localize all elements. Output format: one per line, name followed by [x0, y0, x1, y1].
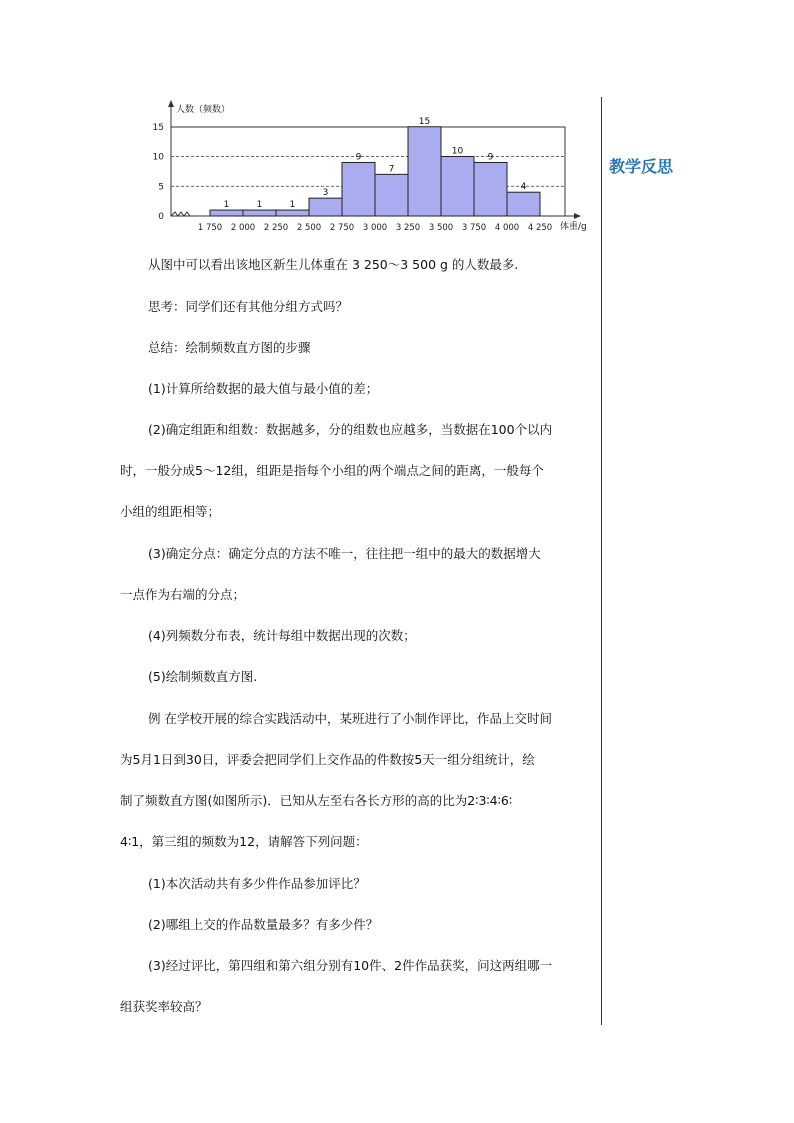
y-tick-label: 0 [158, 212, 164, 222]
paragraph: 组获奖率较高？ [120, 999, 208, 1014]
x-tick-label: 3 750 [461, 223, 487, 233]
histogram-bar [276, 210, 309, 216]
paragraph: 时，一般分成5～12组，组距是指每个小组的两个端点之间的距离，一般每个 [120, 463, 544, 478]
bar-value-label: 7 [388, 164, 395, 175]
histogram-bar [342, 162, 375, 216]
x-tick-label: 3 500 [428, 223, 454, 233]
paragraph: (3)经过评比，第四组和第六组分别有10件、2件作品获奖，问这两组哪一 [148, 958, 553, 973]
bar-value-label: 1 [223, 200, 230, 211]
paragraph: (1)本次活动共有多少件作品参加评比？ [148, 876, 366, 891]
histogram-bar [210, 210, 243, 216]
x-tick-label: 2 250 [263, 223, 289, 233]
paragraph: 小组的组距相等； [120, 504, 221, 519]
x-axis-label: 体重/g [560, 222, 587, 232]
paragraph: (3)确定分点：确定分点的方法不唯一，往往把一组中的最大的数据增大 [148, 546, 541, 561]
paragraph: 从图中可以看出该地区新生儿体重在 3 250～3 500 g 的人数最多. [148, 257, 519, 272]
paragraph: (4)列频数分布表，统计每组中数据出现的次数； [148, 628, 416, 643]
paragraph: 总结：绘制频数直方图的步骤 [148, 340, 311, 355]
paragraph: (5)绘制频数直方图. [148, 669, 258, 684]
y-axis-label: 人数（频数） [176, 105, 231, 115]
paragraph: (2)哪组上交的作品数量最多？有多少件？ [148, 917, 379, 932]
bar-value-label: 1 [256, 200, 263, 211]
histogram-bar [243, 210, 276, 216]
bar-value-label: 1 [289, 200, 296, 211]
x-tick-label: 3 250 [395, 223, 421, 233]
y-tick-labels [153, 123, 165, 222]
paragraph: 4∶1，第三组的频数为12，请解答下列问题： [120, 834, 368, 849]
paragraph: 制了频数直方图(如图所示)．已知从左至右各长方形的高的比为2∶3∶4∶6∶ [120, 793, 513, 808]
x-tick-label: 2 750 [329, 223, 355, 233]
bar-value-label: 15 [418, 116, 431, 127]
x-tick-label: 3 000 [362, 223, 388, 233]
bar-value-label: 9 [487, 152, 494, 163]
bar-value-label: 9 [355, 152, 362, 163]
histogram-bar [309, 198, 342, 216]
histogram-bar [507, 192, 540, 216]
histogram-bar [474, 162, 507, 216]
y-tick-label: 5 [158, 182, 164, 193]
teaching-reflection-title: 教学反思 [609, 157, 674, 176]
x-tick-label: 2 500 [296, 223, 322, 233]
paragraph: 一点作为右端的分点； [120, 587, 246, 602]
x-tick-label: 1 750 [197, 223, 223, 233]
x-tick-label: 4 250 [527, 223, 553, 233]
y-tick-label: 10 [152, 152, 164, 163]
paragraph: 例 在学校开展的综合实践活动中，某班进行了小制作评比，作品上交时间 [148, 711, 552, 726]
x-tick-label: 2 000 [230, 223, 256, 233]
y-tick-label: 15 [152, 122, 164, 133]
column-divider [601, 97, 602, 1025]
bar-value-label: 4 [520, 182, 527, 193]
x-tick-label: 4 000 [494, 223, 520, 233]
x-tick-labels [198, 223, 552, 233]
weight-histogram [140, 98, 595, 238]
paragraph: 思考：同学们还有其他分组方式吗？ [148, 299, 349, 314]
histogram-bar [408, 127, 441, 216]
paragraph: (1)计算所给数据的最大值与最小值的差； [148, 381, 379, 396]
histogram-bar [441, 157, 474, 217]
paragraph: (2)确定组距和组数：数据越多，分的组数也应越多，当数据在100个以内 [148, 422, 553, 437]
histogram-bar [375, 174, 408, 216]
bar-value-label: 10 [451, 146, 464, 157]
bar-value-label: 3 [322, 188, 329, 199]
paragraph: 为5月1日到30日，评委会把同学们上交作品的件数按5天一组分组统计，绘 [120, 752, 535, 767]
